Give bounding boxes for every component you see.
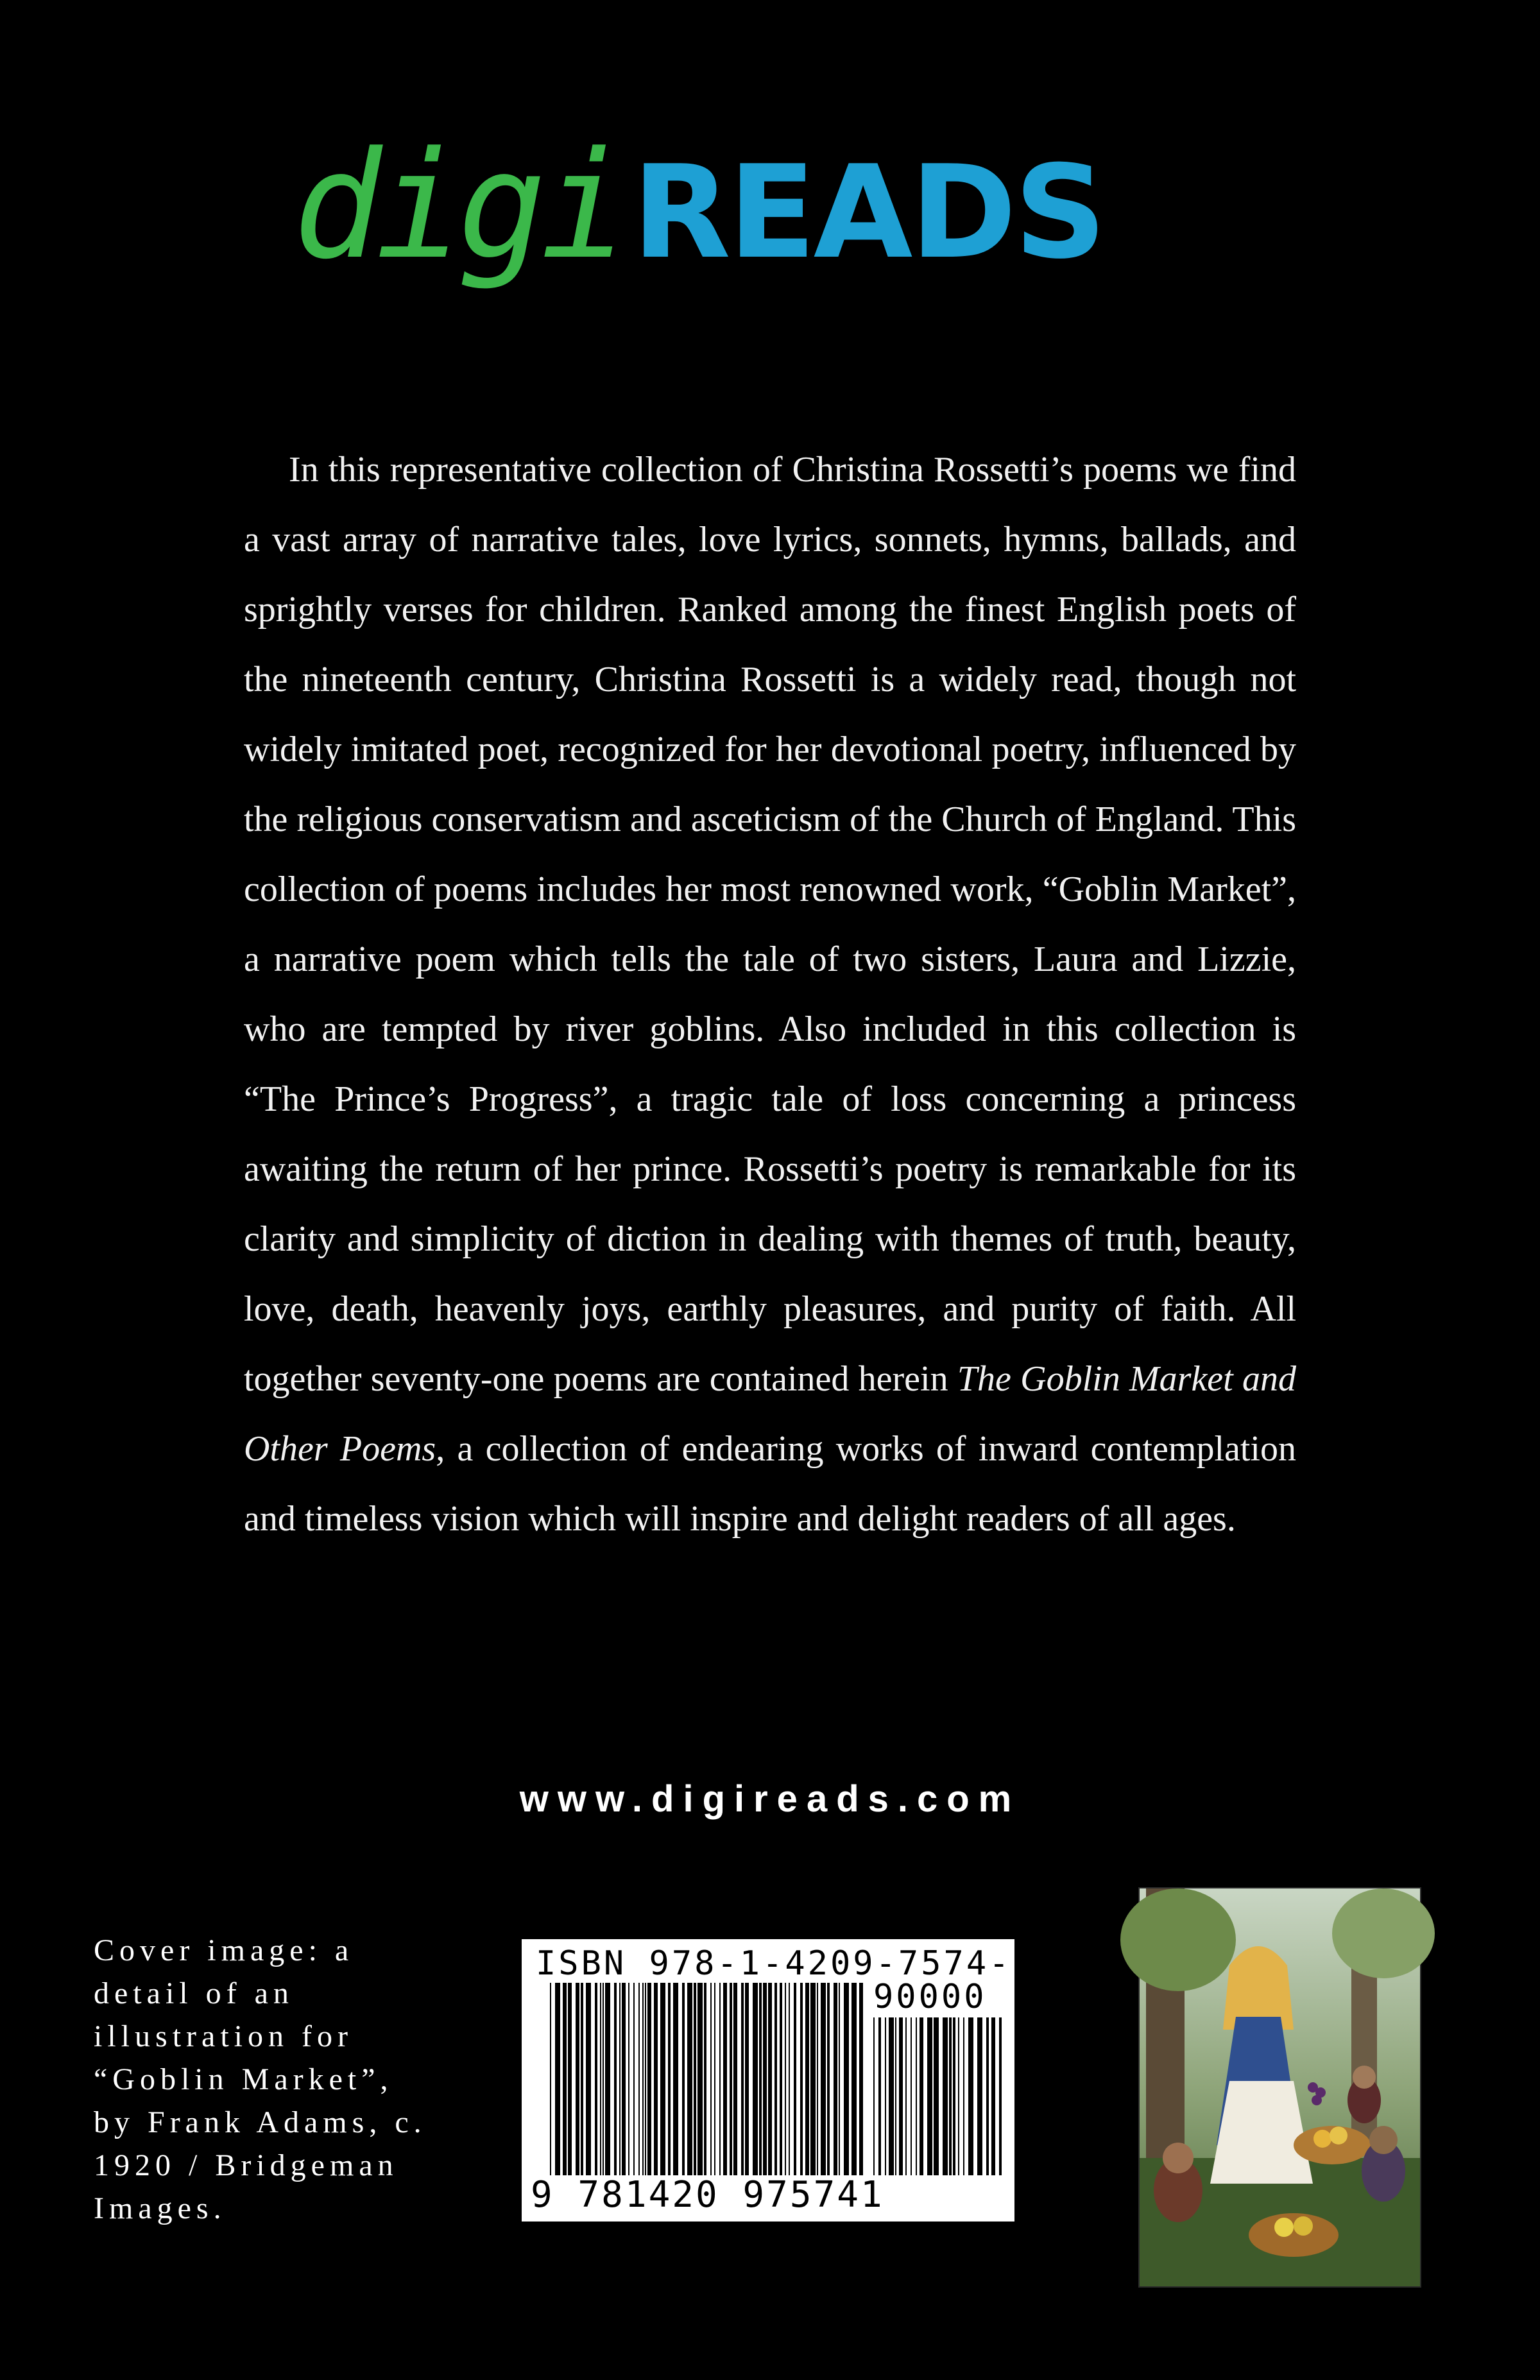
barcode-bar bbox=[905, 2017, 907, 2175]
barcode-bar bbox=[759, 1983, 762, 2175]
barcode-bar bbox=[827, 1983, 830, 2175]
barcode-bar bbox=[895, 2017, 896, 2175]
barcode-bar bbox=[794, 1983, 796, 2175]
website-url: www.digireads.com bbox=[519, 1778, 1021, 1820]
credit-line: detail of an bbox=[94, 1976, 294, 2010]
barcode-bar bbox=[834, 1983, 837, 2175]
credit-line: illustration for bbox=[94, 2019, 353, 2053]
barcode-bar bbox=[595, 1983, 597, 2175]
description-text: In this representative collection of Christina Rossetti’s poems we find a vast array of narrative tales, love lyrics, sonnets, hymns, ballads, and sprightly verses for children. Ranked among the finest English poets of the nineteenth century, Christina Rossetti is a widely read, though not widely imitated poet, recognized for her devotional poetry, influenced by the religious conservatism and asceticism of the Church of England. This collection of poems includes her most renowned work, “Goblin Market”, a narrative poem which tells the tale of two sisters, Laura and Lizzie, who are tempted by river goblins. Also included in this collection is “The Prince’s Progress”, a tragic tale of loss concerning a princess awaiting the return of her prince. Rossetti’s poetry is remarkable for its clarity and simplicity of diction in dealing with themes of truth, beauty, love, death, heavenly joys, earthly pleasures, and purity of faith. All together seventy-one poems are contained herein bbox=[244, 450, 1296, 1399]
barcode-bar bbox=[859, 1983, 863, 2175]
barcode-bar bbox=[977, 2017, 982, 2175]
barcode-bar bbox=[911, 2017, 912, 2175]
book-description bbox=[244, 435, 1296, 1554]
barcode-addon-bars-icon bbox=[873, 2017, 1002, 2175]
barcode-bar bbox=[633, 1983, 635, 2175]
barcode-bar bbox=[789, 1983, 790, 2175]
barcode-bar bbox=[763, 1983, 767, 2175]
barcode-bar bbox=[851, 1983, 857, 2175]
barcode-bars-icon bbox=[550, 1983, 864, 2175]
barcode-bar bbox=[723, 1983, 727, 2175]
barcode-bar bbox=[916, 2017, 917, 2175]
barcode-bar bbox=[614, 1983, 617, 2175]
barcode-bar bbox=[968, 2017, 973, 2175]
barcode-bar bbox=[768, 1983, 772, 2175]
barcode-bar bbox=[885, 2017, 886, 2175]
barcode-bar bbox=[899, 2017, 903, 2175]
barcode-bar bbox=[697, 1983, 703, 2175]
barcode-bar bbox=[714, 1983, 715, 2175]
barcode-bar bbox=[603, 1983, 604, 2175]
barcode-bar bbox=[719, 1983, 721, 2175]
barcode-bar bbox=[920, 2017, 923, 2175]
barcode-bar bbox=[889, 2017, 894, 2175]
barcode-bar bbox=[654, 1983, 658, 2175]
price-code: 90000 bbox=[873, 1978, 987, 2016]
barcode-bar bbox=[810, 1983, 816, 2175]
barcode-bar bbox=[563, 1983, 567, 2175]
credit-line: by Frank Adams, c. bbox=[94, 2105, 427, 2139]
cover-image-credit bbox=[94, 1929, 479, 2230]
logo-reads: READS bbox=[632, 138, 1104, 287]
barcode-bar bbox=[704, 1983, 706, 2175]
logo-digi: digi bbox=[293, 121, 622, 292]
barcode-bar bbox=[668, 1983, 671, 2175]
barcode-bar bbox=[673, 1983, 678, 2175]
barcode-bar bbox=[785, 1983, 786, 2175]
barcode-bar bbox=[581, 1983, 583, 2175]
barcode-bar bbox=[568, 1983, 572, 2175]
barcode-bar bbox=[642, 1983, 644, 2175]
book-title-italic: The Goblin Market and Other Poems bbox=[244, 1359, 1296, 1469]
barcode-bar bbox=[645, 1983, 646, 2175]
barcode-bar bbox=[710, 1983, 712, 2175]
barcode-bar bbox=[745, 1983, 749, 2175]
barcode-bar bbox=[628, 1983, 629, 2175]
barcode-bar bbox=[949, 2017, 952, 2175]
isbn-label: ISBN 978-1-4209-7574-1 bbox=[536, 1944, 1034, 1983]
barcode-bar bbox=[741, 1983, 744, 2175]
goblin-market-illustration-icon bbox=[1140, 1888, 1420, 2286]
barcode-bar bbox=[687, 1983, 692, 2175]
barcode-bar bbox=[963, 2017, 964, 2175]
barcode-bar bbox=[733, 1983, 737, 2175]
barcode-bar bbox=[619, 1983, 620, 2175]
barcode-bar bbox=[660, 1983, 665, 2175]
barcode-bar bbox=[586, 1983, 591, 2175]
publisher-logo bbox=[0, 121, 1540, 314]
barcode-bar bbox=[647, 1983, 651, 2175]
barcode-bar bbox=[622, 1983, 626, 2175]
ean-digits: 9 781420 975741 bbox=[531, 2174, 884, 2216]
barcode-bar bbox=[774, 1983, 777, 2175]
barcode-bar bbox=[927, 2017, 932, 2175]
barcode-bar bbox=[555, 1983, 560, 2175]
barcode-bar bbox=[600, 1983, 601, 2175]
barcode-bar bbox=[817, 1983, 818, 2175]
credit-line: Images. bbox=[94, 2191, 227, 2225]
barcode-bar bbox=[991, 2017, 995, 2175]
barcode-bar bbox=[730, 1983, 732, 2175]
barcode-bar bbox=[805, 1983, 809, 2175]
credit-line: Cover image: a bbox=[94, 1933, 354, 1967]
barcode-bar bbox=[953, 2017, 955, 2175]
barcode-bar bbox=[605, 1983, 610, 2175]
barcode-bar bbox=[844, 1983, 849, 2175]
barcode-bar bbox=[576, 1983, 579, 2175]
barcode-bar bbox=[873, 2017, 875, 2175]
barcode-bar bbox=[943, 2017, 948, 2175]
credit-line: 1920 / Bridgeman bbox=[94, 2148, 398, 2182]
barcode-bar bbox=[780, 1983, 782, 2175]
barcode-bar bbox=[753, 1983, 758, 2175]
barcode-bar bbox=[999, 2017, 1002, 2175]
barcode-bar bbox=[821, 1983, 826, 2175]
credit-line: “Goblin Market”, bbox=[94, 2062, 393, 2096]
barcode-bar bbox=[878, 2017, 881, 2175]
barcode-bar bbox=[800, 1983, 803, 2175]
barcode-bar bbox=[934, 2017, 939, 2175]
barcode-bar bbox=[986, 2017, 989, 2175]
barcode-bar bbox=[694, 1983, 696, 2175]
barcode-bar bbox=[958, 2017, 959, 2175]
barcode-bar bbox=[682, 1983, 685, 2175]
barcode-bar bbox=[638, 1983, 640, 2175]
description-text-end: , a collection of endearing works of inward contemplation and timeless vision which will inspire and delight readers of all ages. bbox=[244, 1429, 1296, 1539]
digireads-logo-icon bbox=[293, 121, 1104, 314]
barcode-bar bbox=[550, 1983, 551, 2175]
cover-illustration bbox=[1138, 1887, 1421, 2288]
barcode-bar bbox=[839, 1983, 840, 2175]
isbn-barcode bbox=[522, 1939, 1034, 2222]
